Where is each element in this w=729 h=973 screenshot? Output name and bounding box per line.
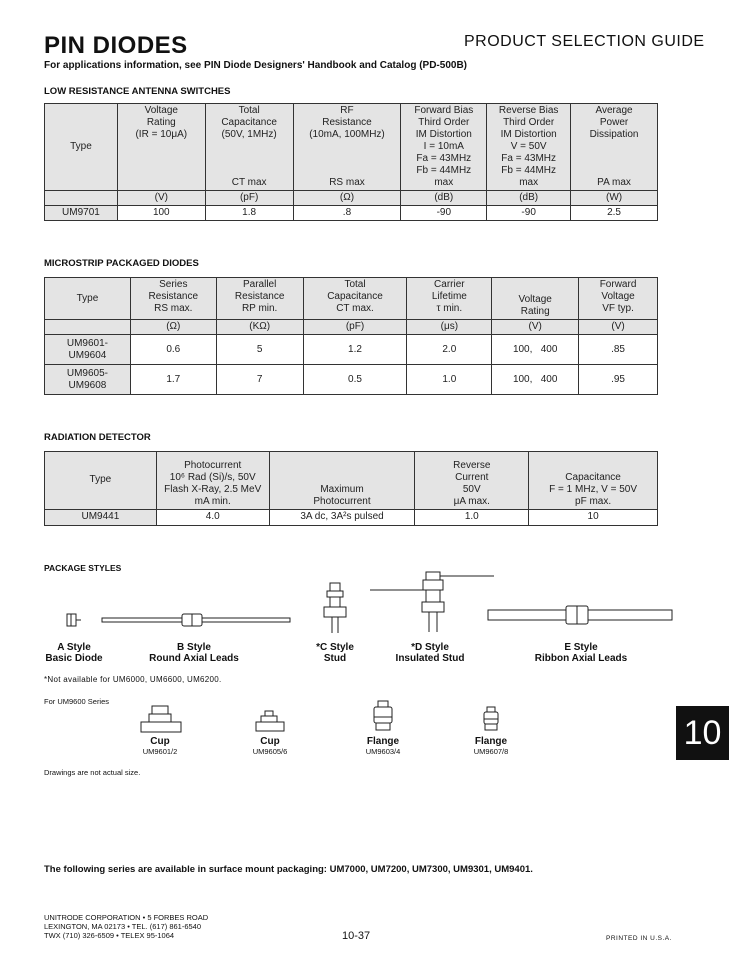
- unit-cell: (pF): [303, 320, 407, 335]
- col-header-line: RF: [340, 105, 354, 116]
- col-header: [130, 278, 216, 320]
- radiation-table: [44, 451, 658, 526]
- col-header-sub: RS max: [329, 177, 365, 188]
- value-cell: 2.0: [407, 335, 492, 365]
- value-cell: 7: [216, 365, 303, 395]
- package-part: UM9605/6: [252, 747, 288, 756]
- col-header-line: 10⁶ Rad (Si)/s, 50V: [169, 472, 256, 483]
- section-heading-packages: PACKAGE STYLES: [44, 563, 122, 573]
- guide-title: PRODUCT SELECTION GUIDE: [464, 33, 705, 50]
- availability-note: *Not available for UM6000, UM6600, UM6200.: [44, 675, 222, 684]
- unit-cell: (dB): [487, 191, 571, 206]
- col-header: [303, 278, 407, 320]
- col-header-line: pF max.: [575, 496, 612, 507]
- microstrip-table: [44, 277, 658, 395]
- col-header-line: Voltage: [144, 105, 178, 116]
- col-header-line: VF typ.: [602, 303, 634, 314]
- col-header-line: IM Distortion: [500, 129, 557, 140]
- um9600-cup-2: [240, 736, 300, 756]
- col-header-line: Voltage: [601, 291, 635, 302]
- col-header-line: Forward: [599, 279, 637, 290]
- col-header-line: IM Distortion: [415, 129, 472, 140]
- value-cell: 100: [117, 206, 205, 221]
- table-row: [45, 510, 658, 526]
- col-header-line: Current: [455, 472, 489, 483]
- b-style-drawing: [102, 610, 292, 630]
- col-header-line: RP min.: [241, 303, 278, 314]
- value-cell: 100, 400: [492, 335, 579, 365]
- col-header-line: Resistance: [234, 291, 285, 302]
- table-row: [45, 206, 658, 221]
- value-cell: 0.5: [303, 365, 407, 395]
- col-header-line: (10mA, 100MHz): [309, 129, 385, 140]
- col-header-sub: CT max: [231, 177, 267, 188]
- company-address: [44, 913, 208, 940]
- value-cell: 2.5: [571, 206, 658, 221]
- low-res-table: [44, 103, 658, 221]
- value-cell: 1.7: [130, 365, 216, 395]
- col-header-line: (IR = 10μA): [135, 129, 188, 140]
- um9600-flange-1: [353, 736, 413, 756]
- col-header: [156, 452, 269, 510]
- value-cell: 1.0: [407, 365, 492, 395]
- d-style-drawing: [370, 570, 496, 635]
- package-e-style: [526, 642, 636, 664]
- col-header-sub: max: [434, 177, 454, 188]
- address-line: TWX (710) 326-6509 • TELEX 95-1064: [44, 931, 175, 940]
- col-header-line: Rating: [520, 306, 550, 317]
- section-tab: 10: [676, 706, 729, 760]
- surface-mount-note: The following series are available in surface mount packaging: UM7000, UM7200, UM7300, UM9301, UM9401.: [44, 864, 533, 875]
- col-header: [205, 104, 293, 191]
- col-header: [407, 278, 492, 320]
- a-style-drawing: [64, 612, 84, 628]
- col-header: [492, 278, 579, 320]
- col-header-sub: PA max: [597, 177, 631, 188]
- col-header-line: Resistance: [322, 117, 372, 128]
- value-cell: 1.8: [205, 206, 293, 221]
- unit-cell: [45, 320, 131, 335]
- drawings-note: Drawings are not actual size.: [44, 768, 141, 777]
- value-cell: .8: [293, 206, 401, 221]
- col-header-line: Fa = 43MHz: [416, 153, 472, 164]
- um9600-label: For UM9600 Series: [44, 697, 110, 706]
- unit-cell: (dB): [401, 191, 487, 206]
- col-header-line: τ min.: [436, 303, 463, 314]
- col-header-line: Photocurrent: [184, 460, 242, 471]
- e-style-drawing: [488, 606, 674, 626]
- unit-cell: (V): [117, 191, 205, 206]
- package-name: Flange: [474, 736, 508, 747]
- type-header: Type: [45, 278, 131, 320]
- col-header-line: Fb = 44MHz: [416, 165, 472, 176]
- col-header-line: Average: [595, 105, 633, 116]
- package-part: UM9607/8: [473, 747, 509, 756]
- value-cell: 0.6: [130, 335, 216, 365]
- col-header: [529, 452, 658, 510]
- col-header: [401, 104, 487, 191]
- col-header: [487, 104, 571, 191]
- col-header-line: I = 10mA: [423, 141, 464, 152]
- col-header-line: Capacitance: [565, 472, 621, 483]
- package-desc: Ribbon Axial Leads: [534, 653, 628, 664]
- package-name: *C Style: [316, 642, 354, 653]
- value-cell: 1.0: [415, 510, 529, 526]
- col-header-line: Photocurrent: [313, 496, 371, 507]
- value-cell: 4.0: [156, 510, 269, 526]
- value-cell: .85: [579, 335, 658, 365]
- col-header-line: mA min.: [194, 496, 231, 507]
- col-header-line: Flash X-Ray, 2.5 MeV: [164, 484, 262, 495]
- package-name: E Style: [564, 642, 598, 653]
- col-header-line: Power: [599, 117, 629, 128]
- col-header-line: Lifetime: [431, 291, 467, 302]
- col-header-line: Resistance: [148, 291, 199, 302]
- package-name: *D Style: [411, 642, 449, 653]
- flange-drawing: [482, 706, 500, 732]
- col-header-line: F = 1 MHz, V = 50V: [549, 484, 637, 495]
- col-header-line: Voltage: [518, 294, 552, 305]
- col-header-line: Capacitance: [327, 291, 383, 302]
- value-cell: -90: [487, 206, 571, 221]
- col-header-sub: max: [519, 177, 539, 188]
- type-line: UM9605-: [66, 367, 108, 379]
- package-desc: Basic Diode: [45, 653, 103, 664]
- section-heading-low-res: LOW RESISTANCE ANTENNA SWITCHES: [44, 86, 231, 97]
- col-header-line: 50V: [462, 484, 481, 495]
- package-name: Cup: [150, 736, 170, 747]
- type-cell: [45, 365, 131, 395]
- package-name: A Style: [57, 642, 91, 653]
- page-title: PIN DIODES: [44, 32, 188, 59]
- col-header: [415, 452, 529, 510]
- subtitle: For applications information, see PIN Diode Designers' Handbook and Catalog (PD-500B): [44, 60, 467, 71]
- type-line: UM9604: [68, 349, 107, 361]
- col-header-line: Series: [159, 279, 188, 290]
- col-header: [571, 104, 658, 191]
- col-header-line: Third Order: [418, 117, 470, 128]
- package-desc: Stud: [323, 653, 347, 664]
- type-header: Type: [45, 104, 118, 191]
- unit-cell: (pF): [205, 191, 293, 206]
- type-cell: [45, 335, 131, 365]
- col-header-line: Forward Bias: [414, 105, 474, 116]
- unit-cell: (V): [579, 320, 658, 335]
- col-header-line: V = 50V: [510, 141, 547, 152]
- col-header: [117, 104, 205, 191]
- col-header-line: CT max.: [336, 303, 374, 314]
- value-cell: 100, 400: [492, 365, 579, 395]
- value-cell: .95: [579, 365, 658, 395]
- col-header-line: Dissipation: [589, 129, 639, 140]
- type-cell: UM9701: [45, 206, 118, 221]
- col-header-line: Fa = 43MHz: [501, 153, 557, 164]
- value-cell: 3A dc, 3A²s pulsed: [269, 510, 415, 526]
- col-header: [216, 278, 303, 320]
- col-header-line: Reverse Bias: [498, 105, 559, 116]
- type-line: UM9601-: [66, 337, 108, 349]
- package-name: Flange: [366, 736, 400, 747]
- package-part: UM9601/2: [142, 747, 178, 756]
- unit-cell: (Ω): [293, 191, 401, 206]
- value-cell: 10: [529, 510, 658, 526]
- unit-cell: [45, 191, 118, 206]
- col-header-line: (50V, 1MHz): [221, 129, 277, 140]
- um9600-flange-2: [461, 736, 521, 756]
- type-line: UM9608: [68, 379, 107, 391]
- package-c-style: [305, 642, 365, 664]
- package-desc: Insulated Stud: [395, 653, 465, 664]
- unit-cell: (μs): [407, 320, 492, 335]
- unit-cell: (Ω): [130, 320, 216, 335]
- col-header-line: μA max.: [453, 496, 490, 507]
- col-header-line: Carrier: [434, 279, 465, 290]
- package-part: UM9603/4: [365, 747, 401, 756]
- package-name: Cup: [260, 736, 280, 747]
- col-header-line: Reverse: [453, 460, 491, 471]
- unit-cell: (W): [571, 191, 658, 206]
- col-header-line: Rating: [146, 117, 176, 128]
- printed-note: PRINTED IN U.S.A.: [606, 935, 672, 942]
- col-header-line: Maximum: [320, 484, 364, 495]
- section-heading-microstrip: MICROSTRIP PACKAGED DIODES: [44, 258, 199, 269]
- col-header: [269, 452, 415, 510]
- package-name: B Style: [177, 642, 211, 653]
- section-heading-radiation: RADIATION DETECTOR: [44, 432, 151, 443]
- cup-drawing: [255, 710, 285, 732]
- col-header-line: Total: [238, 105, 260, 116]
- unit-cell: (KΩ): [216, 320, 303, 335]
- col-header-line: Parallel: [242, 279, 277, 290]
- col-header-line: Total: [344, 279, 366, 290]
- unit-cell: (V): [492, 320, 579, 335]
- col-header-line: Third Order: [503, 117, 555, 128]
- c-style-drawing: [322, 583, 348, 635]
- table-row: [45, 335, 658, 365]
- package-b-style: [144, 642, 244, 664]
- package-desc: Round Axial Leads: [149, 653, 239, 664]
- col-header-line: RS max.: [154, 303, 193, 314]
- cup-drawing: [140, 704, 182, 734]
- address-line: UNITRODE CORPORATION • 5 FORBES ROAD: [44, 913, 209, 922]
- package-d-style: [387, 642, 473, 664]
- type-header: Type: [45, 452, 157, 510]
- package-a-style: [44, 642, 104, 664]
- col-header-line: Fb = 44MHz: [501, 165, 557, 176]
- value-cell: 1.2: [303, 335, 407, 365]
- value-cell: 5: [216, 335, 303, 365]
- address-line: LEXINGTON, MA 02173 • TEL. (617) 861-6540: [44, 922, 202, 931]
- col-header: [293, 104, 401, 191]
- col-header: [579, 278, 658, 320]
- page-number: 10-37: [342, 930, 371, 942]
- type-cell: UM9441: [45, 510, 157, 526]
- value-cell: -90: [401, 206, 487, 221]
- col-header-line: Capacitance: [221, 117, 277, 128]
- table-row: [45, 365, 658, 395]
- flange-drawing: [372, 700, 394, 732]
- um9600-cup-1: [130, 736, 190, 756]
